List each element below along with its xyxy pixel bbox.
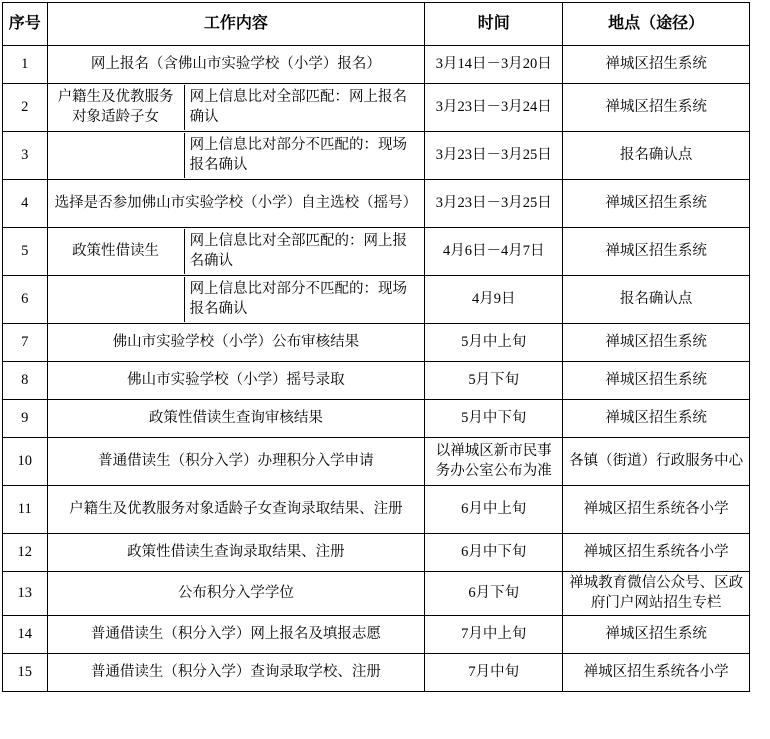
cell-time: 6月中下旬 bbox=[425, 534, 563, 572]
cell-seq: 1 bbox=[3, 46, 48, 84]
table-row bbox=[3, 438, 750, 486]
cell-time: 5月下旬 bbox=[425, 362, 563, 400]
cell-seq: 5 bbox=[3, 228, 48, 276]
table-row bbox=[3, 486, 750, 534]
cell-task: 政策性借读生查询审核结果 bbox=[47, 400, 425, 438]
table-header-row bbox=[3, 3, 750, 46]
cell-task bbox=[47, 132, 425, 180]
cell-task: 公布积分入学学位 bbox=[47, 572, 425, 616]
task-group-label-continued bbox=[48, 277, 184, 322]
task-detail: 网上信息比对全部匹配的：网上报名确认 bbox=[184, 229, 425, 274]
cell-time: 7月中旬 bbox=[425, 654, 563, 692]
header-time: 时间 bbox=[425, 3, 563, 46]
table-row bbox=[3, 324, 750, 362]
cell-task: 网上报名（含佛山市实验学校（小学）报名） bbox=[47, 46, 425, 84]
cell-time: 5月中上旬 bbox=[425, 324, 563, 362]
cell-task: 普通借读生（积分入学）查询录取学校、注册 bbox=[47, 654, 425, 692]
cell-place: 禅城区招生系统 bbox=[563, 400, 750, 438]
cell-task bbox=[47, 228, 425, 276]
table-row bbox=[3, 572, 750, 616]
header-task: 工作内容 bbox=[47, 3, 425, 46]
cell-place: 报名确认点 bbox=[563, 132, 750, 180]
cell-task: 普通借读生（积分入学）办理积分入学申请 bbox=[47, 438, 425, 486]
task-detail: 网上信息比对全部匹配：网上报名确认 bbox=[184, 85, 425, 130]
cell-place: 禅城区招生系统 bbox=[563, 616, 750, 654]
task-detail: 网上信息比对部分不匹配的：现场报名确认 bbox=[184, 277, 425, 322]
cell-task: 选择是否参加佛山市实验学校（小学）自主选校（摇号） bbox=[47, 180, 425, 228]
cell-time: 以禅城区新市民事务办公室公布为准 bbox=[425, 438, 563, 486]
task-group-label: 政策性借读生 bbox=[72, 242, 160, 259]
cell-seq: 13 bbox=[3, 572, 48, 616]
cell-time: 7月中上旬 bbox=[425, 616, 563, 654]
table-row bbox=[3, 228, 750, 276]
task-group-label-continued bbox=[48, 133, 184, 178]
table-row bbox=[3, 654, 750, 692]
cell-place: 禅城区招生系统各小学 bbox=[563, 534, 750, 572]
cell-time: 4月9日 bbox=[425, 276, 563, 324]
cell-task bbox=[47, 276, 425, 324]
cell-time: 6月下旬 bbox=[425, 572, 563, 616]
table-row bbox=[3, 84, 750, 132]
task-group-label: 户籍生及优教服务对象适龄子女 bbox=[57, 88, 174, 125]
cell-seq: 12 bbox=[3, 534, 48, 572]
header-seq: 序号 bbox=[3, 3, 48, 46]
cell-place: 禅城教育微信公众号、区政府门户网站招生专栏 bbox=[563, 572, 750, 616]
cell-place: 各镇（街道）行政服务中心 bbox=[563, 438, 750, 486]
cell-time: 4月6日－4月7日 bbox=[425, 228, 563, 276]
cell-seq: 14 bbox=[3, 616, 48, 654]
cell-place: 禅城区招生系统 bbox=[563, 180, 750, 228]
cell-task: 户籍生及优教服务对象适龄子女查询录取结果、注册 bbox=[47, 486, 425, 534]
cell-place: 禅城区招生系统 bbox=[563, 84, 750, 132]
cell-seq: 15 bbox=[3, 654, 48, 692]
cell-seq: 7 bbox=[3, 324, 48, 362]
table-row bbox=[3, 276, 750, 324]
cell-seq: 2 bbox=[3, 84, 48, 132]
table-row bbox=[3, 400, 750, 438]
cell-time: 3月23日－3月24日 bbox=[425, 84, 563, 132]
table-row bbox=[3, 132, 750, 180]
task-detail: 网上信息比对部分不匹配的：现场报名确认 bbox=[184, 133, 425, 178]
header-place: 地点（途径） bbox=[563, 3, 750, 46]
cell-place: 禅城区招生系统 bbox=[563, 324, 750, 362]
cell-place: 禅城区招生系统 bbox=[563, 228, 750, 276]
table-row bbox=[3, 534, 750, 572]
cell-seq: 9 bbox=[3, 400, 48, 438]
cell-place: 禅城区招生系统 bbox=[563, 46, 750, 84]
cell-time: 5月中下旬 bbox=[425, 400, 563, 438]
table-row bbox=[3, 180, 750, 228]
table-row bbox=[3, 616, 750, 654]
cell-task: 佛山市实验学校（小学）公布审核结果 bbox=[47, 324, 425, 362]
cell-seq: 10 bbox=[3, 438, 48, 486]
cell-seq: 4 bbox=[3, 180, 48, 228]
cell-task: 普通借读生（积分入学）网上报名及填报志愿 bbox=[47, 616, 425, 654]
cell-task: 佛山市实验学校（小学）摇号录取 bbox=[47, 362, 425, 400]
cell-place: 禅城区招生系统各小学 bbox=[563, 486, 750, 534]
schedule-table bbox=[2, 2, 750, 692]
cell-task: 政策性借读生查询录取结果、注册 bbox=[47, 534, 425, 572]
cell-task bbox=[47, 84, 425, 132]
table-row bbox=[3, 46, 750, 84]
table-row bbox=[3, 362, 750, 400]
cell-time: 6月中上旬 bbox=[425, 486, 563, 534]
cell-time: 3月14日－3月20日 bbox=[425, 46, 563, 84]
cell-seq: 8 bbox=[3, 362, 48, 400]
cell-time: 3月23日－3月25日 bbox=[425, 180, 563, 228]
cell-place: 报名确认点 bbox=[563, 276, 750, 324]
cell-time: 3月23日－3月25日 bbox=[425, 132, 563, 180]
cell-seq: 3 bbox=[3, 132, 48, 180]
cell-seq: 11 bbox=[3, 486, 48, 534]
cell-place: 禅城区招生系统各小学 bbox=[563, 654, 750, 692]
cell-place: 禅城区招生系统 bbox=[563, 362, 750, 400]
cell-seq: 6 bbox=[3, 276, 48, 324]
